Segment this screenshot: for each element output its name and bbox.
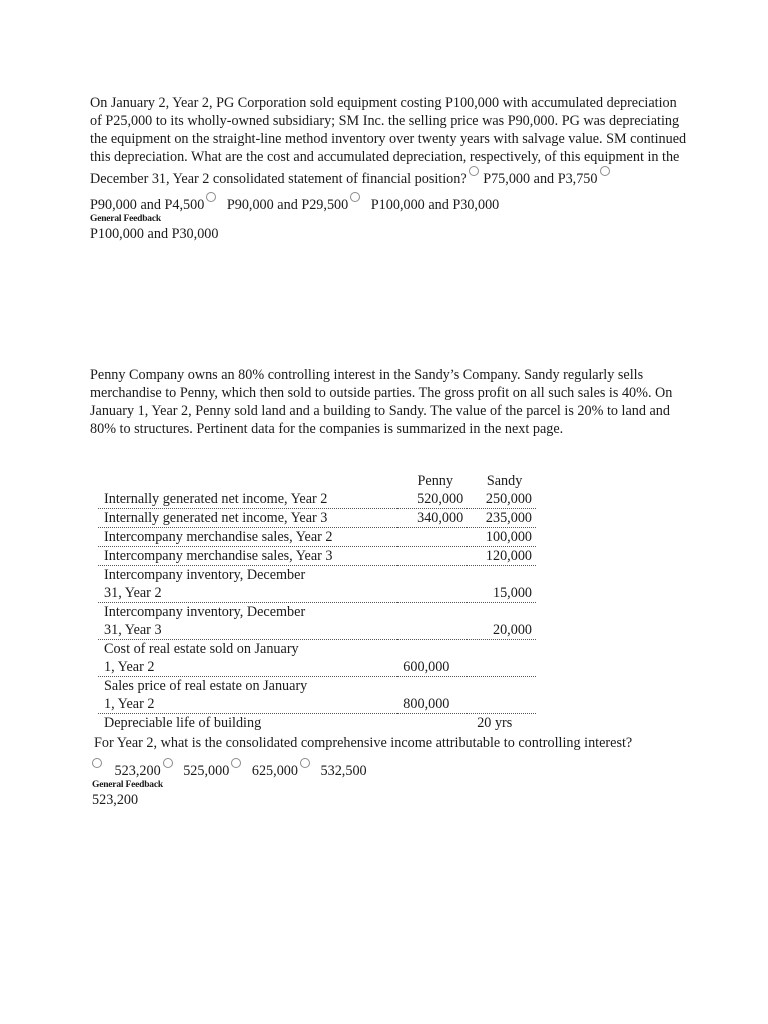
table-row <box>98 528 536 547</box>
row-sandy-value <box>467 677 536 714</box>
option-c-label: 625,000 <box>251 763 298 779</box>
option-4-label: P100,000 and P30,000 <box>370 197 500 213</box>
radio-option-3[interactable] <box>206 192 216 202</box>
row-penny-value <box>397 603 467 640</box>
option-1-label: P75,000 and P3,750 <box>483 171 598 187</box>
table-row <box>98 640 536 677</box>
general-feedback-answer: P100,000 and P30,000 <box>90 226 219 242</box>
data-table <box>98 472 536 732</box>
row-penny-value: 340,000 <box>397 509 467 528</box>
general-feedback-label: General Feedback <box>90 214 161 224</box>
row-label: Cost of real estate sold on January 1, Year 2 <box>98 640 397 677</box>
row-penny-value: 600,000 <box>397 640 467 677</box>
table-row <box>98 547 536 566</box>
radio-option-d[interactable] <box>300 758 310 768</box>
radio-option-c[interactable] <box>231 758 241 768</box>
radio-option-2[interactable] <box>600 166 610 176</box>
question-1 <box>90 94 690 243</box>
table-header-penny: Penny <box>417 473 453 489</box>
table-header-sandy: Sandy <box>486 473 523 489</box>
row-penny-value <box>397 714 467 733</box>
question-2-tail <box>92 734 692 809</box>
row-sandy-value: 20 yrs <box>477 715 513 731</box>
option-a-label: 523,200 <box>114 763 161 779</box>
radio-option-4[interactable] <box>350 192 360 202</box>
table-header-row <box>98 472 536 490</box>
row-penny-value <box>397 566 467 603</box>
table-row <box>98 490 536 509</box>
question-2-question: For Year 2, what is the consolidated comprehensive income attributable to controlling interest? <box>94 735 633 751</box>
question-2 <box>90 366 690 438</box>
row-label: Intercompany inventory, December 31, Year 3 <box>98 603 397 640</box>
table-row <box>98 714 536 733</box>
row-label: Sales price of real estate on January 1, Year 2 <box>98 677 397 714</box>
table-row <box>98 566 536 603</box>
radio-option-1[interactable] <box>469 166 479 176</box>
row-label: Internally generated net income, Year 3 <box>98 509 397 528</box>
row-label: Depreciable life of building <box>104 715 262 731</box>
row-sandy-value <box>467 640 536 677</box>
option-b-label: 525,000 <box>183 763 230 779</box>
table-header-blank <box>98 472 397 490</box>
row-penny-value: 800,000 <box>397 677 467 714</box>
row-sandy-value: 100,000 <box>467 528 536 547</box>
row-penny-value <box>397 528 467 547</box>
table-row <box>98 509 536 528</box>
question-2-options-row <box>92 758 692 780</box>
row-sandy-value: 120,000 <box>467 547 536 566</box>
option-3-label: P90,000 and P29,500 <box>226 197 349 213</box>
row-label: Intercompany merchandise sales, Year 3 <box>98 547 397 566</box>
option-2-label: P90,000 and P4,500 <box>90 197 205 213</box>
row-sandy-value: 20,000 <box>467 603 536 640</box>
question-1-options-row <box>90 192 690 214</box>
row-label: Intercompany merchandise sales, Year 2 <box>98 528 397 547</box>
radio-option-b[interactable] <box>163 758 173 768</box>
option-d-label: 532,500 <box>320 763 367 779</box>
row-sandy-value: 15,000 <box>467 566 536 603</box>
row-penny-value: 520,000 <box>397 490 467 509</box>
radio-option-a[interactable] <box>92 758 102 768</box>
row-label: Internally generated net income, Year 2 <box>98 490 397 509</box>
row-penny-value <box>397 547 467 566</box>
general-feedback-label: General Feedback <box>92 780 163 790</box>
question-2-text: Penny Company owns an 80% controlling interest in the Sandy’s Company. Sandy regularly sells merchandise to Penny, which then sold to outside parties. The gross profit on all such sales is 40%. On January 1, Year 2, Penny sold land and a building to Sandy. The value of the parcel is 20% to land and 80% to structures. Pertinent data for the companies is summarized in the next page. <box>90 367 673 437</box>
row-sandy-value: 250,000 <box>467 490 536 509</box>
row-sandy-value: 235,000 <box>467 509 536 528</box>
row-label: Intercompany inventory, December 31, Year 2 <box>98 566 397 603</box>
question-1-body: On January 2, Year 2, PG Corporation sold equipment costing P100,000 with accumulated depreciation of P25,000 to its wholly-owned subsidiary; SM Inc. the selling price was P90,000. PG was depreciating the equipment on the straight-line method inventory over twenty years with salvage value. SM continued this depreciation. What are the cost and accumulated depreciation, respectively, of this equipment in the December 31, Year 2 consolidated statement of financial position? <box>90 95 687 187</box>
general-feedback-answer: 523,200 <box>92 792 139 808</box>
table-row <box>98 603 536 640</box>
table-row <box>98 677 536 714</box>
question-1-text <box>90 94 690 188</box>
